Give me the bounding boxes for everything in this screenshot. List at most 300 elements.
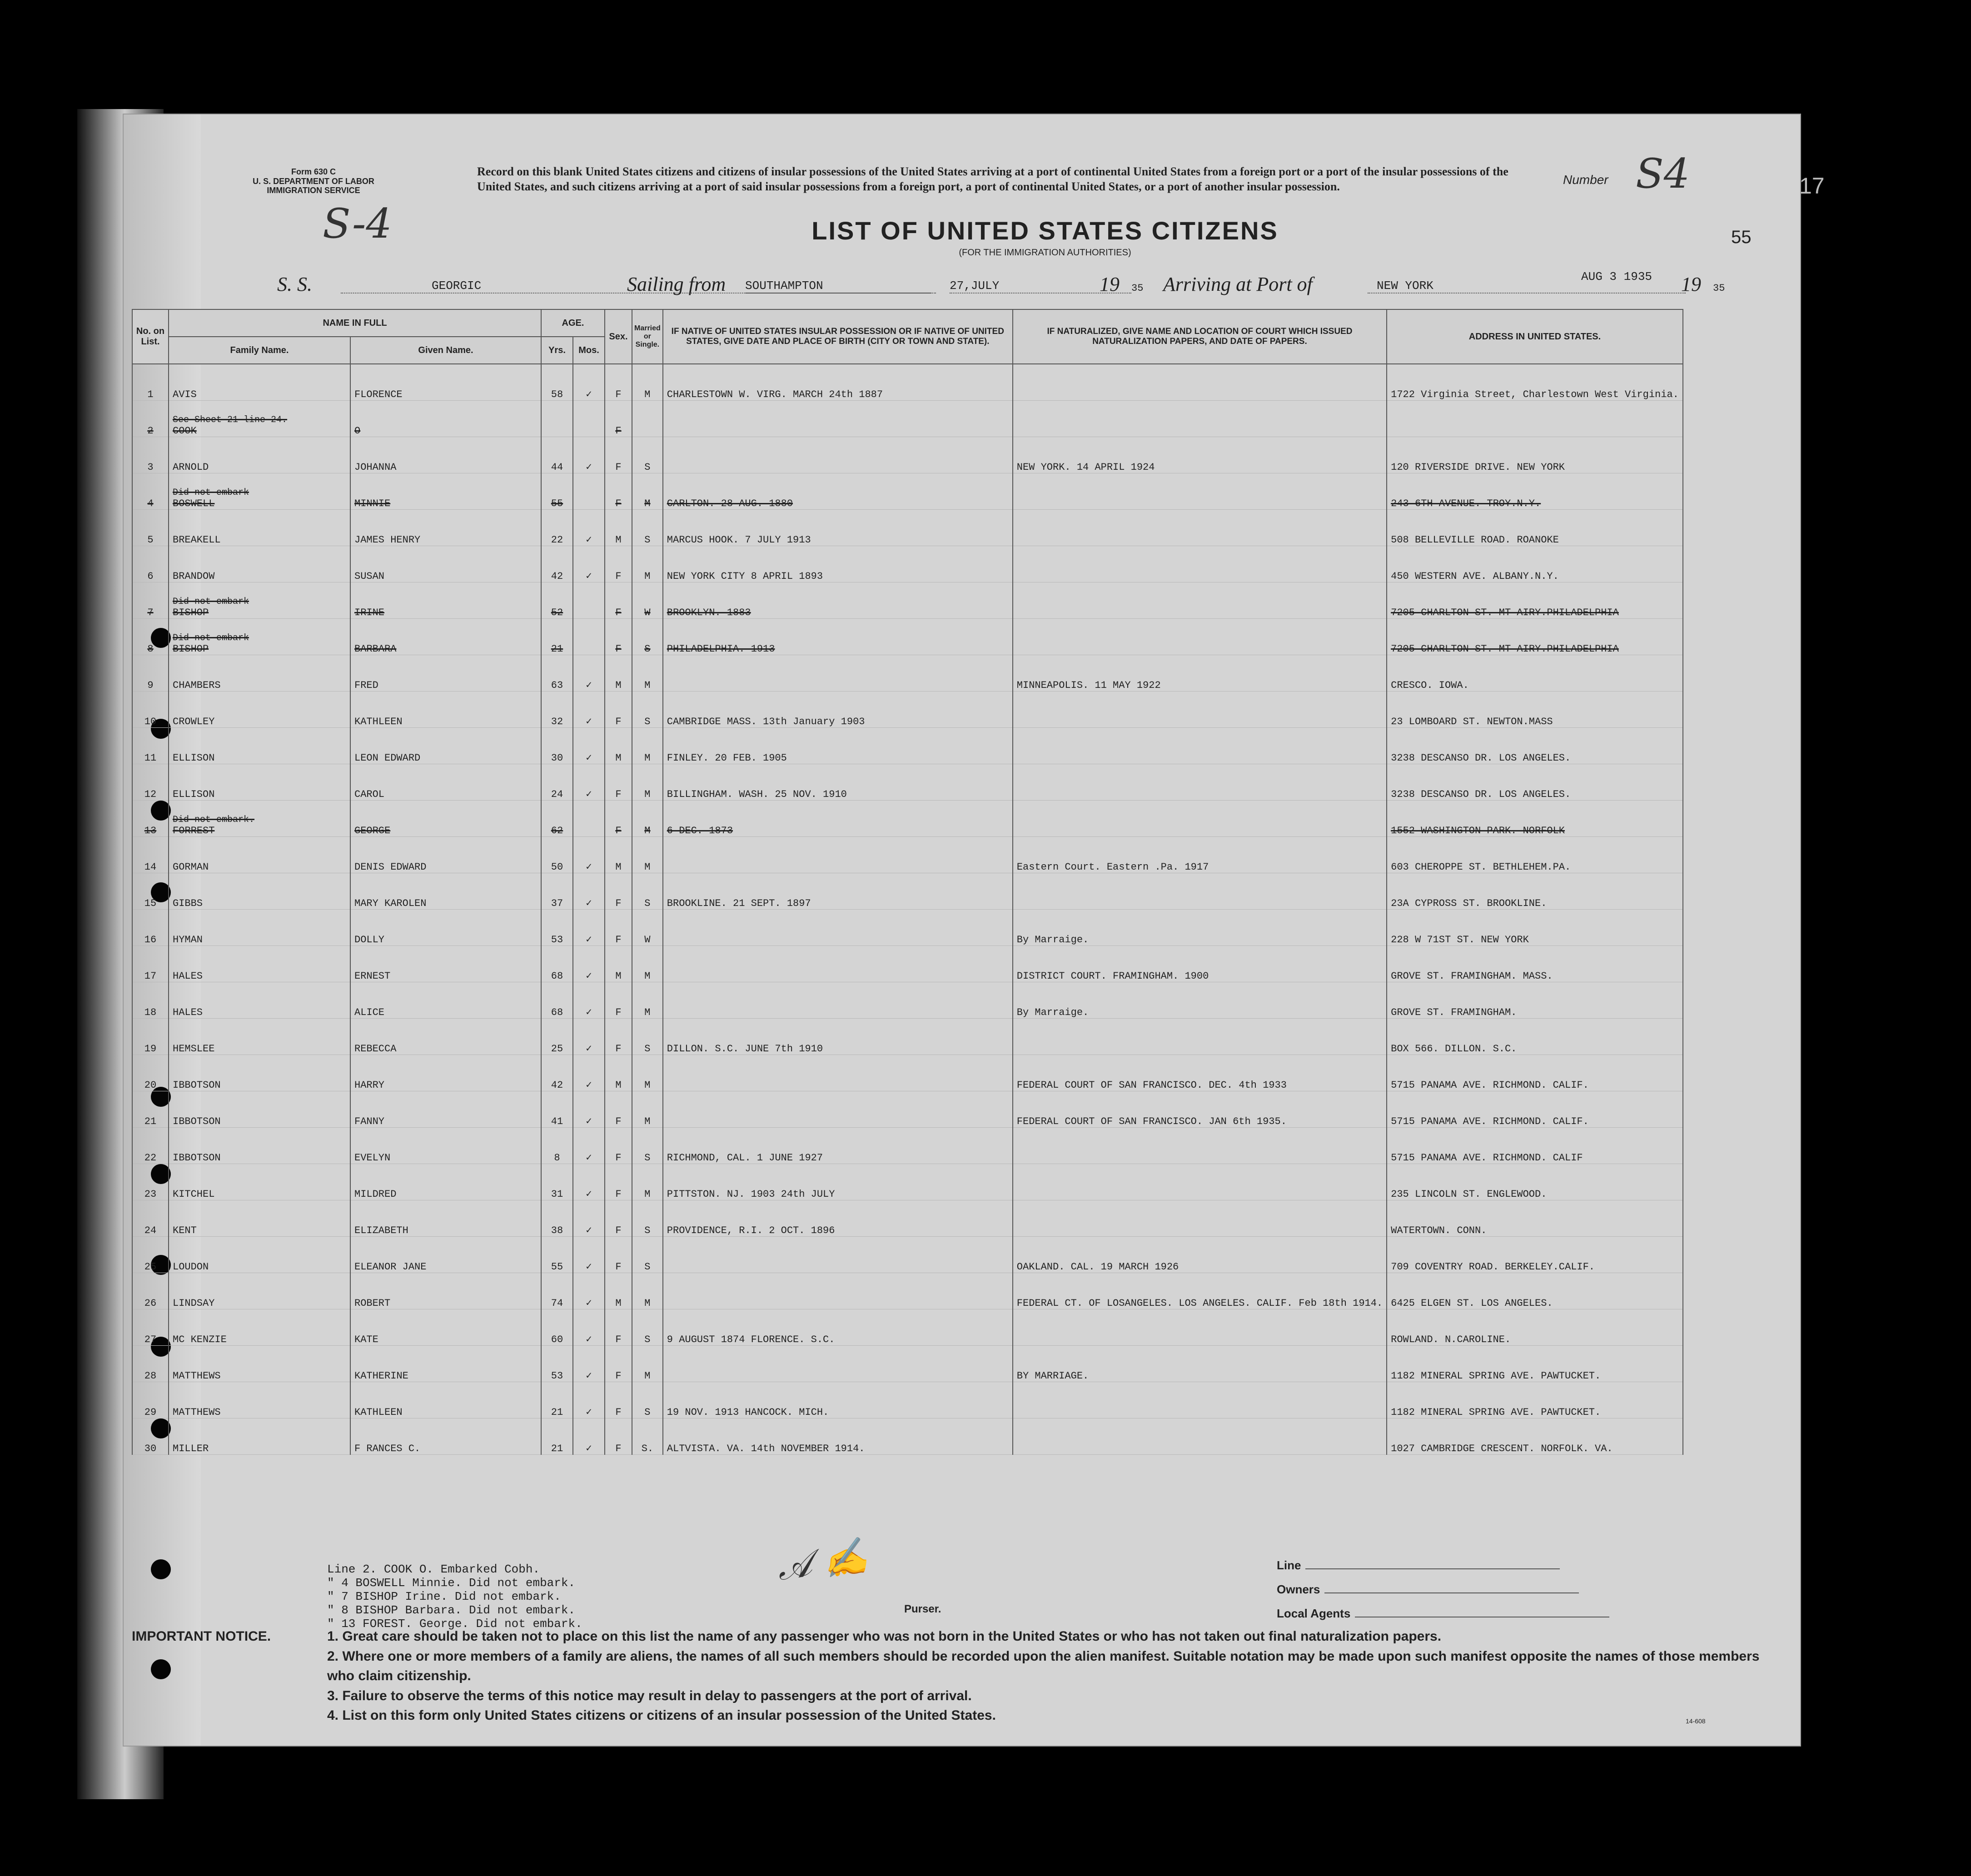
cell-birth xyxy=(663,1128,1013,1164)
cell-given xyxy=(350,982,541,1019)
cell-family xyxy=(169,1055,350,1091)
cell-text: ELIZABETH xyxy=(354,1225,408,1236)
cell-ms xyxy=(632,546,663,582)
cell-family xyxy=(169,837,350,873)
punch-hole xyxy=(151,1559,171,1579)
cell-text: 6 DEC. 1873 xyxy=(667,825,733,836)
cell-no xyxy=(132,946,169,982)
cell-ms xyxy=(632,946,663,982)
cell-nat xyxy=(1013,1237,1387,1273)
cell-text: 62 xyxy=(551,825,563,836)
cell-mos xyxy=(573,692,605,728)
cell-text: 20 xyxy=(144,1080,157,1091)
cell-ms xyxy=(632,1019,663,1055)
table-row xyxy=(132,1418,1683,1455)
cell-text: CRESCO. IOWA. xyxy=(1391,680,1469,691)
cell-text: M xyxy=(644,861,651,873)
cell-text: 55 xyxy=(551,1261,563,1273)
cell-sex xyxy=(605,437,632,473)
cell-text: OAKLAND. CAL. 19 MARCH 1926 xyxy=(1016,1261,1179,1273)
cell-text: IBBOTSON xyxy=(173,1152,221,1164)
cell-text: CHARLESTOWN W. VIRG. MARCH 24th 1887 xyxy=(667,389,883,400)
cell-no xyxy=(132,1019,169,1055)
form-number: Form 630 C xyxy=(291,167,336,176)
cell-birth xyxy=(663,1055,1013,1091)
cell-text: 17 xyxy=(144,970,157,982)
cell-text: 709 COVENTRY ROAD. BERKELEY.CALIF. xyxy=(1391,1261,1595,1273)
cell-family xyxy=(169,364,350,401)
cell-text: 68 xyxy=(551,1007,563,1018)
year-prefix-to: 19 xyxy=(1681,273,1701,295)
cell-yrs xyxy=(541,364,573,401)
cell-text: F xyxy=(615,607,622,618)
cell-text: F xyxy=(615,498,622,509)
cell-family xyxy=(169,1273,350,1309)
col-married: Married or Single. xyxy=(632,309,663,364)
cell-text: 58 xyxy=(551,389,563,400)
cell-text: M xyxy=(644,680,651,691)
cell-ms xyxy=(632,1055,663,1091)
cell-addr xyxy=(1387,473,1683,510)
table-row xyxy=(132,946,1683,982)
cell-ms xyxy=(632,1164,663,1200)
table-row xyxy=(132,582,1683,619)
cell-text: 603 CHEROPPE ST. BETHLEHEM.PA. xyxy=(1391,861,1571,873)
cell-mos xyxy=(573,728,605,764)
cell-mos xyxy=(573,510,605,546)
cell-sex xyxy=(605,619,632,655)
cell-given xyxy=(350,1200,541,1237)
cell-birth xyxy=(663,910,1013,946)
cell-text: F RANCES C. xyxy=(354,1443,421,1454)
cell-addr xyxy=(1387,1237,1683,1273)
table-row xyxy=(132,619,1683,655)
table-row xyxy=(132,546,1683,582)
cell-text: 52 xyxy=(551,607,563,618)
cell-nat xyxy=(1013,1273,1387,1309)
cell-mos xyxy=(573,764,605,801)
departure-port: SOUTHAMPTON xyxy=(745,279,936,294)
cell-text: 44 xyxy=(551,462,563,473)
cell-ms xyxy=(632,982,663,1019)
cell-given xyxy=(350,510,541,546)
cell-ms xyxy=(632,1091,663,1128)
cell-text: 508 BELLEVILLE ROAD. ROANOKE xyxy=(1391,534,1559,546)
cell-text: 28 xyxy=(144,1370,157,1382)
cell-text: 19 NOV. 1913 HANCOCK. MICH. xyxy=(667,1407,829,1418)
cell-ms xyxy=(632,1237,663,1273)
cell-ms xyxy=(632,692,663,728)
cell-text: 60 xyxy=(551,1334,563,1345)
cell-nat xyxy=(1013,1128,1387,1164)
cell-nat xyxy=(1013,401,1387,437)
cell-family xyxy=(169,1091,350,1128)
cell-nat xyxy=(1013,1019,1387,1055)
cell-text: M xyxy=(615,1298,622,1309)
cell-text: 7205 CHARLTON ST. MT AIRY.PHILADELPHIA xyxy=(1391,643,1619,655)
cell-family xyxy=(169,1237,350,1273)
cell-text: HEMSLEE xyxy=(173,1043,215,1055)
cell-given xyxy=(350,946,541,982)
line-owners-agents xyxy=(1277,1558,1609,1631)
cell-text: KATE xyxy=(354,1334,378,1345)
cell-text: M xyxy=(615,970,622,982)
cell-nat xyxy=(1013,619,1387,655)
col-family-name: Family Name. xyxy=(169,337,350,364)
cell-text: ✓ xyxy=(586,1043,592,1055)
cell-mos xyxy=(573,582,605,619)
cell-text: ROBERT xyxy=(354,1298,391,1309)
cell-no xyxy=(132,546,169,582)
cell-yrs xyxy=(541,582,573,619)
cell-addr xyxy=(1387,1164,1683,1200)
cell-text: F xyxy=(615,1043,622,1055)
cell-text: ✓ xyxy=(586,1443,592,1454)
cell-addr xyxy=(1387,873,1683,910)
cell-given xyxy=(350,1164,541,1200)
cell-text: MATTHEWS xyxy=(173,1407,221,1418)
cell-text: F xyxy=(615,571,622,582)
cell-text: GROVE ST. FRAMINGHAM. xyxy=(1391,1007,1517,1018)
cell-text: M xyxy=(644,789,651,800)
cell-text: CARLTON. 28 AUG. 1880 xyxy=(667,498,793,509)
arrival-port: NEW YORK xyxy=(1368,279,1686,294)
cell-text: S xyxy=(644,1407,651,1418)
cell-text: 29 xyxy=(144,1407,157,1418)
cell-given xyxy=(350,837,541,873)
cell-text: 7205 CHARLTON ST. MT AIRY.PHILADELPHIA xyxy=(1391,607,1619,618)
cell-no xyxy=(132,1418,169,1455)
cell-addr xyxy=(1387,364,1683,401)
cell-ms xyxy=(632,1273,663,1309)
cell-text: 37 xyxy=(551,898,563,909)
cell-sex xyxy=(605,1200,632,1237)
cell-text: IBBOTSON xyxy=(173,1116,221,1127)
cell-text: 26 xyxy=(144,1298,157,1309)
cell-text: SUSAN xyxy=(354,571,385,582)
cell-text: M xyxy=(644,1189,651,1200)
departure-year: 35 xyxy=(1131,283,1144,294)
cell-text: ✓ xyxy=(586,571,592,582)
cell-text: FORREST xyxy=(173,825,215,836)
cell-no xyxy=(132,401,169,437)
cell-family xyxy=(169,728,350,764)
cell-text: M xyxy=(644,1370,651,1382)
cell-birth xyxy=(663,692,1013,728)
cell-given xyxy=(350,801,541,837)
cell-addr xyxy=(1387,982,1683,1019)
cell-text: 4 xyxy=(147,498,154,509)
cell-no xyxy=(132,764,169,801)
cell-text: RICHMOND, CAL. 1 JUNE 1927 xyxy=(667,1152,823,1164)
cell-text: 1 xyxy=(147,389,154,400)
cell-mos xyxy=(573,873,605,910)
table-row xyxy=(132,437,1683,473)
col-sex: Sex. xyxy=(605,309,632,364)
cell-birth xyxy=(663,1091,1013,1128)
cell-text: M xyxy=(644,1080,651,1091)
cell-text: MINNIE xyxy=(354,498,391,509)
cell-text: PROVIDENCE, R.I. 2 OCT. 1896 xyxy=(667,1225,835,1236)
cell-family xyxy=(169,910,350,946)
cell-mos xyxy=(573,1019,605,1055)
cell-text: 14 xyxy=(144,861,157,873)
cell-mos xyxy=(573,1346,605,1382)
cell-sex xyxy=(605,910,632,946)
cell-text: BRANDOW xyxy=(173,571,215,582)
cell-sex xyxy=(605,982,632,1019)
cell-text: ✓ xyxy=(586,898,592,909)
cell-text: BROOKLINE. 21 SEPT. 1897 xyxy=(667,898,811,909)
cell-text: BROOKLYN. 1883 xyxy=(667,607,751,618)
col-naturalized: IF NATURALIZED, GIVE NAME AND LOCATION OF COURT WHICH ISSUED NATURALIZATION PAPERS, AND DATE OF PAPERS. xyxy=(1013,309,1387,364)
cell-sex xyxy=(605,1273,632,1309)
cell-text: 31 xyxy=(551,1189,563,1200)
cell-ms xyxy=(632,1346,663,1382)
cell-text: MILLER xyxy=(173,1443,209,1454)
cell-no xyxy=(132,437,169,473)
cell-sex xyxy=(605,510,632,546)
cell-text: 9 xyxy=(147,680,154,691)
cell-text: ✓ xyxy=(586,752,592,764)
cell-mos xyxy=(573,982,605,1019)
cell-family xyxy=(169,946,350,982)
cell-nat xyxy=(1013,546,1387,582)
cell-ms xyxy=(632,873,663,910)
arrival-date: AUG 3 1935 xyxy=(1581,270,1652,284)
cell-text: F xyxy=(615,1007,622,1018)
cell-addr xyxy=(1387,619,1683,655)
form-code: 14-608 xyxy=(1686,1717,1706,1725)
cell-sex xyxy=(605,728,632,764)
form-id-block xyxy=(236,167,391,195)
table-row xyxy=(132,764,1683,801)
row-note: See Sheet 21 line 24. xyxy=(173,415,288,425)
table-row xyxy=(132,1128,1683,1164)
cell-text: M xyxy=(644,752,651,764)
cell-text: JOHANNA xyxy=(354,462,397,473)
cell-no xyxy=(132,728,169,764)
cell-addr xyxy=(1387,728,1683,764)
cell-addr xyxy=(1387,401,1683,437)
cell-text: BOX 566. DILLON. S.C. xyxy=(1391,1043,1517,1055)
cell-text: 8 xyxy=(147,643,154,655)
cell-yrs xyxy=(541,1418,573,1455)
cell-sex xyxy=(605,1309,632,1346)
table-row xyxy=(132,1019,1683,1055)
cell-text: 53 xyxy=(551,934,563,945)
cell-text: 5715 PANAMA AVE. RICHMOND. CALIF. xyxy=(1391,1080,1589,1091)
cell-text: FEDERAL COURT OF SAN FRANCISCO. JAN 6th 1935. xyxy=(1016,1116,1287,1127)
cell-mos xyxy=(573,1418,605,1455)
cell-family xyxy=(169,982,350,1019)
line-note: " 7 BISHOP Irine. Did not embark. xyxy=(327,1589,561,1603)
cell-nat xyxy=(1013,801,1387,837)
cell-given xyxy=(350,764,541,801)
arriving-label: Arriving at Port of xyxy=(1163,273,1313,295)
table-row xyxy=(132,1164,1683,1200)
cell-no xyxy=(132,1091,169,1128)
cell-family xyxy=(169,1128,350,1164)
cell-birth xyxy=(663,546,1013,582)
cell-yrs xyxy=(541,910,573,946)
cell-yrs xyxy=(541,655,573,692)
cell-text: ✓ xyxy=(586,1007,592,1018)
cell-birth xyxy=(663,619,1013,655)
cell-text: S. xyxy=(641,1443,654,1454)
cell-birth xyxy=(663,437,1013,473)
cell-addr xyxy=(1387,1200,1683,1237)
cell-ms xyxy=(632,1418,663,1455)
cell-text: 5715 PANAMA AVE. RICHMOND. CALIF xyxy=(1391,1152,1583,1164)
table-row xyxy=(132,873,1683,910)
table-row xyxy=(132,801,1683,837)
ss-label: S. S. xyxy=(277,273,312,295)
table-row xyxy=(132,910,1683,946)
cell-text: 1552 WASHINGTON PARK. NORFOLK xyxy=(1391,825,1565,836)
cell-text: 38 xyxy=(551,1225,563,1236)
cell-text: REBECCA xyxy=(354,1043,397,1055)
cell-given xyxy=(350,1128,541,1164)
cell-text: FINLEY. 20 FEB. 1905 xyxy=(667,752,787,764)
cell-nat xyxy=(1013,837,1387,873)
cell-text: 42 xyxy=(551,1080,563,1091)
purser-signature-mark: 𝒜 ✍ xyxy=(774,1534,871,1589)
cell-text: F xyxy=(615,1189,622,1200)
cell-sex xyxy=(605,1237,632,1273)
cell-mos xyxy=(573,1273,605,1309)
table-row xyxy=(132,364,1683,401)
cell-text: ✓ xyxy=(586,1225,592,1236)
departure-date: 27,JULY xyxy=(950,279,1131,294)
table-row xyxy=(132,728,1683,764)
cell-text: S xyxy=(644,1261,651,1273)
cell-given xyxy=(350,1273,541,1309)
cell-given xyxy=(350,1237,541,1273)
cell-yrs xyxy=(541,1382,573,1418)
cell-nat xyxy=(1013,510,1387,546)
cell-given xyxy=(350,401,541,437)
cell-text: ✓ xyxy=(586,389,592,400)
cell-text: LOUDON xyxy=(173,1261,209,1273)
cell-text: 25 xyxy=(144,1261,157,1273)
cell-text: M xyxy=(615,1080,622,1091)
cell-yrs xyxy=(541,764,573,801)
cell-text: BARBARA xyxy=(354,643,397,655)
row-note: Did not embark. xyxy=(173,815,255,825)
cell-text: 15 xyxy=(144,898,157,909)
cell-given xyxy=(350,1055,541,1091)
cell-text: CHAMBERS xyxy=(173,680,221,691)
cell-text: 25 xyxy=(551,1043,563,1055)
cell-text: 22 xyxy=(551,534,563,546)
cell-no xyxy=(132,1273,169,1309)
cell-addr xyxy=(1387,1091,1683,1128)
cell-text: 23 xyxy=(144,1189,157,1200)
cell-nat xyxy=(1013,1418,1387,1455)
cell-mos xyxy=(573,837,605,873)
cell-no xyxy=(132,910,169,946)
cell-ms xyxy=(632,1382,663,1418)
cell-ms xyxy=(632,401,663,437)
cell-nat xyxy=(1013,910,1387,946)
cell-addr xyxy=(1387,510,1683,546)
cell-ms xyxy=(632,619,663,655)
cell-addr xyxy=(1387,910,1683,946)
cell-text: 21 xyxy=(551,1407,563,1418)
cell-text: 11 xyxy=(144,752,157,764)
cell-text: MATTHEWS xyxy=(173,1370,221,1382)
cell-yrs xyxy=(541,1237,573,1273)
cell-text: F xyxy=(615,1370,622,1382)
col-age: AGE. xyxy=(541,309,605,337)
cell-nat xyxy=(1013,692,1387,728)
cell-text: BOSWELL xyxy=(173,498,215,509)
cell-given xyxy=(350,437,541,473)
cell-birth xyxy=(663,401,1013,437)
cell-text: HARRY xyxy=(354,1080,385,1091)
notice-3: 3. Failure to observe the terms of this notice may result in delay to passengers at the port of arrival. xyxy=(327,1688,972,1703)
cell-sex xyxy=(605,1164,632,1200)
cell-text: 50 xyxy=(551,861,563,873)
cell-text: MC KENZIE xyxy=(173,1334,227,1345)
cell-birth xyxy=(663,1418,1013,1455)
owners-label: Owners xyxy=(1277,1582,1320,1596)
cell-text: ✓ xyxy=(586,680,592,691)
cell-addr xyxy=(1387,437,1683,473)
cell-no xyxy=(132,1346,169,1382)
cell-text: F xyxy=(615,825,622,836)
cell-addr xyxy=(1387,946,1683,982)
cell-nat xyxy=(1013,655,1387,692)
cell-no xyxy=(132,1128,169,1164)
cell-family xyxy=(169,655,350,692)
cell-text: 3238 DESCANSO DR. LOS ANGELES. xyxy=(1391,752,1571,764)
cell-addr xyxy=(1387,692,1683,728)
cell-text: ✓ xyxy=(586,1334,592,1345)
cell-text: ✓ xyxy=(586,1116,592,1127)
table-row xyxy=(132,1309,1683,1346)
cell-given xyxy=(350,619,541,655)
cell-text: ERNEST xyxy=(354,970,391,982)
cell-text: 16 xyxy=(144,934,157,945)
cell-given xyxy=(350,1418,541,1455)
cell-addr xyxy=(1387,546,1683,582)
cell-no xyxy=(132,692,169,728)
cell-text: NEW YORK CITY 8 APRIL 1893 xyxy=(667,571,823,582)
document-subtitle: (FOR THE IMMIGRATION AUTHORITIES) xyxy=(959,248,1131,258)
cell-text: AVIS xyxy=(173,389,197,400)
cell-mos xyxy=(573,437,605,473)
cell-text: ✓ xyxy=(586,716,592,727)
cell-nat xyxy=(1013,364,1387,401)
cell-text: MARCUS HOOK. 7 JULY 1913 xyxy=(667,534,811,546)
cell-no xyxy=(132,473,169,510)
cell-no xyxy=(132,655,169,692)
cell-text: 24 xyxy=(144,1225,157,1236)
cell-mos xyxy=(573,910,605,946)
cell-given xyxy=(350,1346,541,1382)
col-no: No. on List. xyxy=(132,309,169,364)
cell-text: BREAKELL xyxy=(173,534,221,546)
col-native: IF NATIVE OF UNITED STATES INSULAR POSSESSION OR IF NATIVE OF UNITED STATES, GIVE DATE AND PLACE OF BIRTH (CITY OR TOWN AND STATE). xyxy=(663,309,1013,364)
sailing-from-label: Sailing from xyxy=(627,273,726,295)
cell-text: 21 xyxy=(551,1443,563,1454)
cell-text: M xyxy=(615,680,622,691)
cell-text: JAMES HENRY xyxy=(354,534,421,546)
cell-mos xyxy=(573,364,605,401)
cell-text: 235 LINCOLN ST. ENGLEWOOD. xyxy=(1391,1189,1547,1200)
